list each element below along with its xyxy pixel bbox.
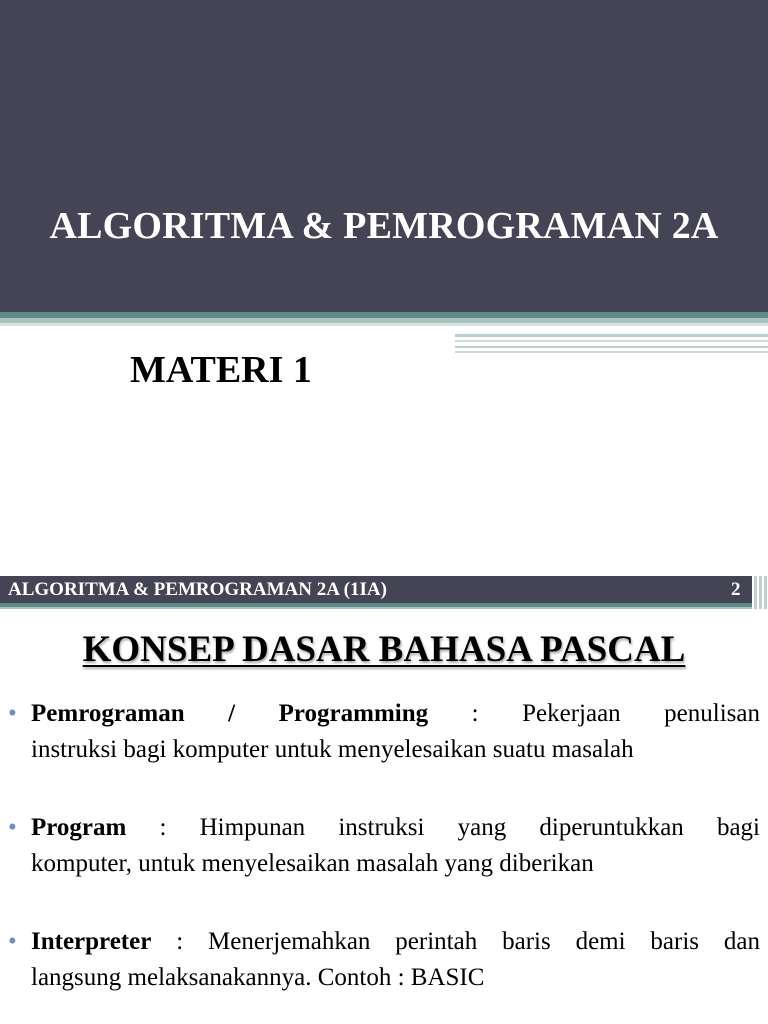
slide-2: [0, 576, 768, 1024]
decor-line: [455, 340, 768, 342]
decor-line: [455, 334, 768, 337]
bullet-icon: •: [8, 814, 17, 841]
term: Pemrograman / Programming: [31, 700, 429, 727]
bullet-icon: •: [8, 928, 17, 955]
section-heading: KONSEP DASAR BAHASA PASCAL: [82, 629, 686, 670]
definition: : Himpunan instruksi yang diperuntukkan bagi: [126, 814, 760, 841]
definition-cont: instruksi bagi komputer untuk menyelesaikan suatu masalah: [31, 736, 634, 763]
definition-cont: langsung melaksanakannya. Contoh : BASIC: [31, 964, 485, 991]
slide-subtitle: MATERI 1: [130, 349, 312, 391]
page-number: 2: [731, 579, 741, 600]
header-bar: [0, 576, 752, 603]
title-band: [0, 0, 768, 312]
term: Program: [31, 814, 127, 841]
decor-line: [455, 351, 768, 353]
slide-title: ALGORITMA & PEMROGRAMAN 2A: [49, 205, 719, 247]
definition-cont: komputer, untuk menyelesaikan masalah yang diberikan: [31, 850, 594, 877]
term: Interpreter: [31, 928, 152, 955]
definition: : Pekerjaan penulisan: [428, 700, 760, 727]
bullet-icon: •: [8, 700, 17, 727]
definition: : Menerjemahkan perintah baris demi baris dan: [151, 928, 760, 955]
accent-stripe: [0, 607, 752, 609]
decor-line: [455, 346, 768, 348]
header-title: ALGORITMA & PEMROGRAMAN 2A (1IA): [8, 579, 387, 600]
accent-stripe: [0, 323, 768, 326]
decor-bars: [752, 576, 768, 609]
